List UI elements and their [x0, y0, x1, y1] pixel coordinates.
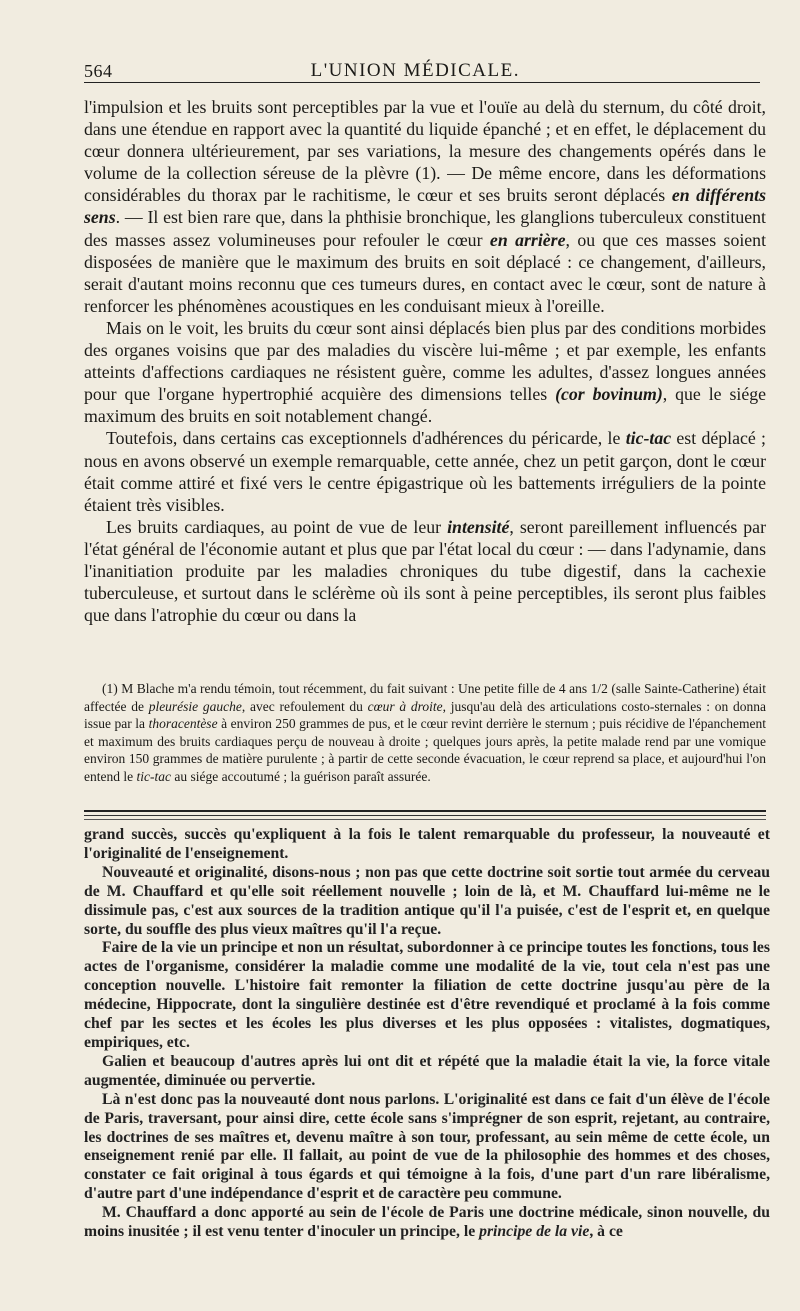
article-top	[84, 96, 766, 626]
running-header	[84, 52, 760, 83]
paragraph: l'impulsion et les bruits sont perceptibles par la vue et l'ouïe au delà du sternum, du côté droit, dans une étendue en rapport avec la quantité du liquide épanché ; et en effet, le déplacement du cœur donnera ultérieurement, par ses variations, la mesure des changements opérés dans le volume de la collection séreuse de la plèvre (1). — De même encore, dans les déformations considérables du thorax par le rachitisme, le cœur et ses bruits seront déplacés en différents sens. — Il est bien rare que, dans la phthisie bronchique, les glanglions tuberculeux constituent des masses assez volumineuses pour refouler le cœur en arrière, ou que ces masses soient disposées de manière que le maximum des bruits en soit déplacé : ce changement, d'ailleurs, serait d'autant moins reconnu que ces tumeurs dures, en contact avec le cœur, sont de nature à renforcer les phénomènes acoustiques en les conduisant mieux à l'oreille.	[84, 97, 767, 316]
paragraph: Nouveauté et originalité, disons-nous ; non pas que cette doctrine soit sortie tout armée du cerveau de M. Chauffard et qu'elle soit réellement nouvelle ; loin de là, et M. Chauffard lui-même ne le dissimule pas, c'est aux sources de la tradition antique qu'il l'a puisée, c'est de l'esprit et, en quelque sorte, du souffle des plus vieux maîtres qu'il l'a reçue.	[84, 863, 770, 938]
section-separator	[84, 810, 766, 824]
running-title: L'UNION MÉDICALE.	[310, 60, 520, 81]
paragraph: Mais on le voit, les bruits du cœur sont ainsi déplacés bien plus par des conditions morbides des organes voisins que par des maladies du viscère lui-même ; et par exemple, les enfants atteints d'affections cardiaques ne résistent guère, comme les adultes, d'assez longues années pour que l'organe hypertrophié acquière des dimensions telles (cor bovinum), que le siége maximum des bruits en soit notablement changé.	[84, 317, 766, 427]
paragraph: Toutefois, dans certains cas exceptionnels d'adhérences du péricarde, le tic-tac est déplacé ; nous en avons observé un exemple remarquable, cette année, chez un petit garçon, dont le cœur était comme attiré et fixé vers le centre épigastrique où les battements irréguliers de la pointe étaient très visibles.	[84, 428, 766, 515]
paragraph: Les bruits cardiaques, au point de vue de leur intensité, seront pareillement influencés par l'état général de l'économie autant et plus que par l'état local du cœur : — dans l'adynamie, dans l'inanitiation produite par les maladies chroniques du tube digestif, dans la cachexie tuberculeuse, et surtout dans le sclérème où ils sont à peine perceptibles, ils seront plus faibles que dans l'atrophie du cœur ou dans la	[84, 516, 766, 626]
paragraph: Là n'est donc pas la nouveauté dont nous parlons. L'originalité est dans ce fait d'un élève de l'école de Paris, traversant, pour ainsi dire, cette école sans s'imprégner de son esprit, rejetant, au contraire, les doctrines de ses maîtres et, devenu maître à son tour, professant, au sein même de cette école, un enseignement renié par elle. Il fallait, au point de vue de la philosophie des hommes et des choses, constater ce fait original à tous égards et qui témoigne à la fois, d'une part d'un rare libéralisme, d'autre part d'une indépendance d'esprit et de caractère peu commune.	[84, 1090, 770, 1203]
paragraph: Galien et beaucoup d'autres après lui ont dit et répété que la maladie était la vie, la force vitale augmentée, diminuée ou pervertie.	[84, 1052, 770, 1089]
footnote-text: (1) M Blache m'a rendu témoin, tout récemment, du fait suivant : Une petite fille de 4 ans 1/2 (salle Sainte-Catherine) était affectée de pleurésie gauche, avec refoulement du cœur à droite, jusqu'au delà des articulations costo-sternales : on donna issue par la thoracentèse à environ 250 grammes de pus, et le cœur revint derrière le sternum ; puis récidive de l'épanchement et maximum des bruits cardiaques perçu de nouveau à droite ; quelques jours après, la petite malade rend par une vomique environ 150 grammes de matière purulente ; à partir de cette seconde évacuation, le cœur reprend sa place, et aujourd'hui l'on entend le tic-tac au siége accoutumé ; la guérison paraît assurée.	[84, 681, 767, 784]
footnote	[84, 680, 766, 786]
paragraph: Faire de la vie un principe et non un résultat, subordonner à ce principe toutes les fonctions, tous les actes de l'organisme, considérer la maladie comme une modalité de la vie, tout cela n'est pas une conception nouvelle. L'histoire fait remonter la filiation de cette doctrine jusqu'au père de la médecine, Hippocrate, dont la singulière destinée est d'être revendiqué et proclamé à la fois comme chef par les sectes et les écoles les plus diverses et les plus opposées : vitalistes, dogmatiques, empiriques, etc.	[84, 939, 770, 1051]
paragraph: M. Chauffard a donc apporté au sein de l'école de Paris une doctrine médicale, sinon nouvelle, du moins inusitée ; il est venu tenter d'inoculer un principe, le principe de la vie, à ce	[84, 1204, 770, 1241]
paragraph: grand succès, succès qu'expliquent à la fois le talent remarquable du professeur, la nouveauté et l'originalité de l'enseignement.	[84, 826, 770, 862]
article-bottom	[84, 826, 770, 1242]
page-number: 564	[84, 61, 113, 81]
